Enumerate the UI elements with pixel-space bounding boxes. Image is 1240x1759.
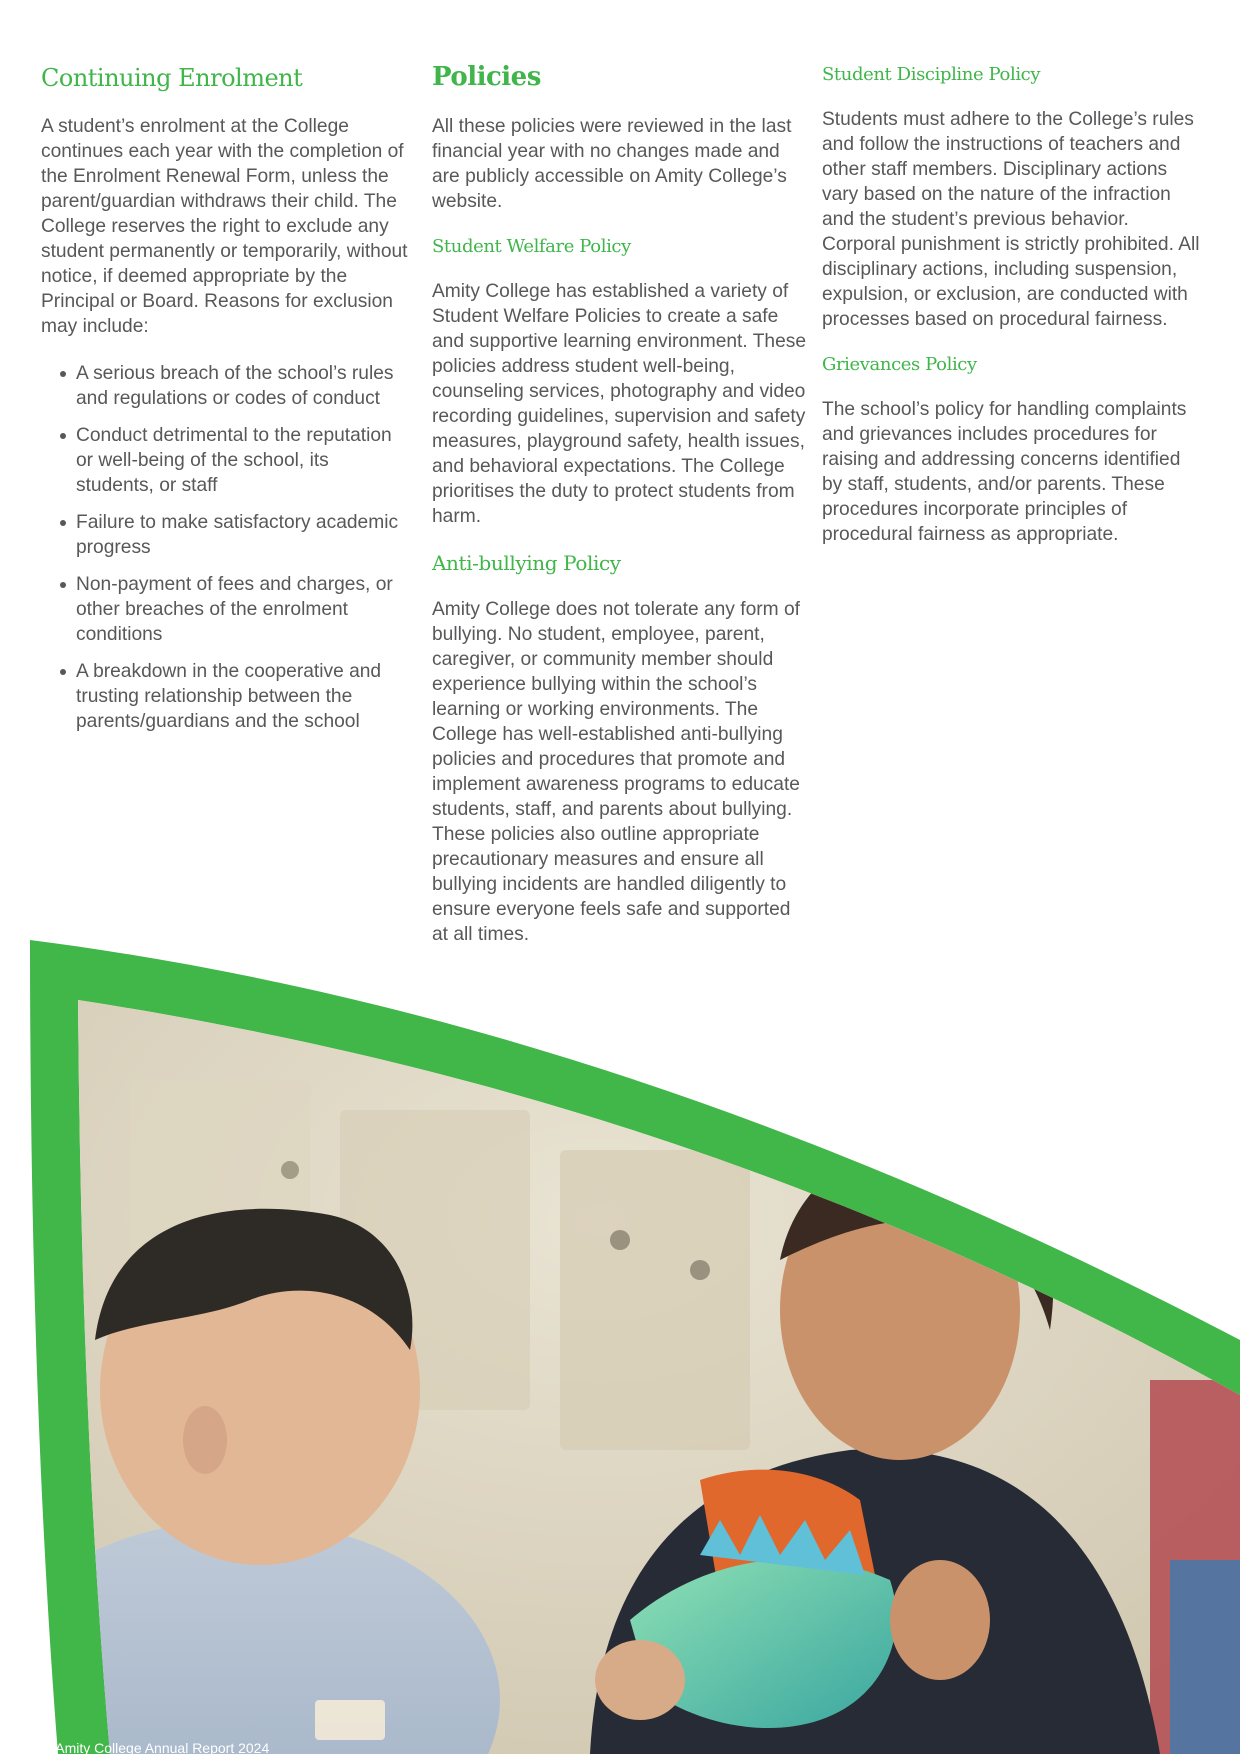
- policies-heading: Policies: [432, 62, 541, 92]
- student-welfare-text: Amity College has established a variety of Student Welfare Policies to create a safe and supportive learning environment. These policies address student well-being, counseling services, photography and video recording guidelines, supervision and safety measures, playground safety, health issues, and behavioral expectations. The College prioritises the duty to protect students from harm.: [432, 281, 807, 527]
- anti-bullying-heading: Anti-bullying Policy: [432, 551, 621, 575]
- continuing-enrolment-intro: A student’s enrolment at the College continues each year with the completion of the Enrolment Renewal Form, unless the parent/guardian withdraws their child. The College reserves the right to exclude any student permanently or temporarily, without notice, if deemed appropriate by the Principal or Board. Reasons for exclusion may include:: [41, 116, 408, 337]
- list-item: A serious breach of the school’s rules and regulations or codes of conduct: [76, 361, 411, 411]
- report-title: Amity College Annual Report 2024: [55, 1740, 270, 1756]
- continuing-enrolment-heading: Continuing Enrolment: [41, 64, 303, 92]
- page-number: 38: [29, 1740, 45, 1756]
- footer-separator: |: [44, 1740, 56, 1756]
- list-item: A breakdown in the cooperative and trusting relationship between the parents/guardians and the school: [76, 659, 411, 734]
- anti-bullying-text: Amity College does not tolerate any form of bullying. No student, employee, parent, caregiver, or community member should experience bullying within the school’s learning or working environments. The College has well-established anti-bullying policies and procedures that promote and implement awareness programs to educate students, staff, and parents about bullying. These policies also outline appropriate precautionary measures and ensure all bullying incidents are handled diligently to ensure everyone feels safe and supported at all times.: [432, 599, 800, 945]
- grievances-text: The school’s policy for handling complaints and grievances includes procedures for raising and addressing concerns identified by staff, students, and/or parents. These procedures incorporate principles of procedural fairness as appropriate.: [822, 399, 1187, 545]
- list-item: Non-payment of fees and charges, or other breaches of the enrolment conditions: [76, 572, 411, 647]
- policies-intro: All these policies were reviewed in the last financial year with no changes made and are publicly accessible on Amity College’s website.: [432, 116, 792, 212]
- list-item: Failure to make satisfactory academic progress: [76, 510, 411, 560]
- student-discipline-heading: Student Discipline Policy: [822, 64, 1041, 85]
- student-discipline-text: Students must adhere to the College’s rules and follow the instructions of teachers and other staff members. Disciplinary actions vary based on the nature of the infraction and the student’s previous behavior. Corporal punishment is strictly prohibited. All disciplinary actions, including suspension, expulsion, or exclusion, are conducted with processes based on procedural fairness.: [822, 109, 1200, 330]
- grievances-heading: Grievances Policy: [822, 354, 977, 375]
- list-item: Conduct detrimental to the reputation or well-being of the school, its students, or staff: [76, 423, 411, 498]
- student-welfare-heading: Student Welfare Policy: [432, 236, 631, 257]
